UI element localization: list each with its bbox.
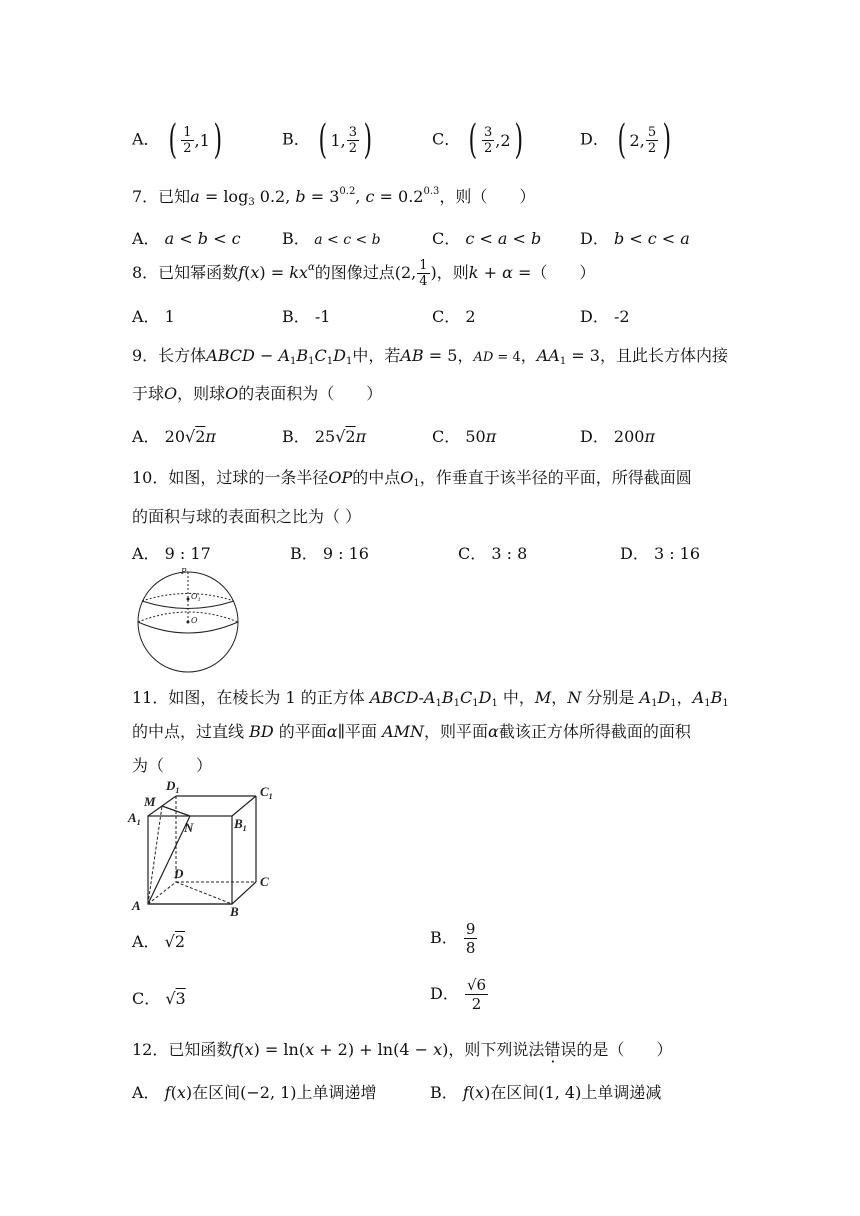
fig-label-a: A bbox=[132, 898, 141, 913]
fig-label-p: P bbox=[181, 568, 187, 576]
q12-stem: 12．已知函数f(x) = ln(x + 2) + ln(4 − x)，则下列说法错误的是（ ） bbox=[132, 1040, 673, 1059]
fig-label-d1: $D_1$ bbox=[166, 778, 180, 795]
q10-stem-line2: 的面积与球的表面积之比为（ ） bbox=[132, 507, 362, 526]
q7-stem: 7．已知$a = \log_3 0.2$, $b = 3^{0.2}$, $c = 0.2^{0.3}$，则（ ） bbox=[132, 186, 536, 208]
q10-option-d: D． 3 : 16 bbox=[620, 544, 701, 563]
q8-option-c: C． 2 bbox=[432, 307, 476, 326]
q12-option-b: B． f(x)在区间(1, 4)上单调递减 bbox=[430, 1083, 662, 1102]
q11-option-a: A． √2 bbox=[132, 932, 186, 951]
q7-option-d: D． b < c < a bbox=[580, 229, 690, 248]
q6-option-b: B． ( 1, $\frac{3}{2}$ ) bbox=[282, 117, 373, 163]
q11-option-c: C． √3 bbox=[132, 989, 186, 1008]
q9-option-d: D． 200π bbox=[580, 427, 655, 446]
fig-label-o1: $O_1$ bbox=[191, 592, 201, 603]
q9-stem-line2: 于球O，则球O的表面积为（ ） bbox=[132, 384, 383, 403]
q10-stem-line1: 10．如图，过球的一条半径OP的中点$O_1$，作垂直于该半径的平面，所得截面圆 bbox=[132, 468, 692, 489]
q11-option-d: D． $\frac{√6}{2}$ bbox=[430, 976, 487, 1013]
fig-label-a1: $A_1$ bbox=[128, 810, 141, 827]
q11-stem-line3: 为（ ） bbox=[132, 756, 213, 775]
q10-option-c: C． 3 : 8 bbox=[458, 544, 528, 563]
q11-stem-line1: 11．如图，在棱长为 1 的正方体 ABCD-$A_1B_1C_1D_1$ 中，M，N 分别是 $A_1D_1$，$A_1B_1$ bbox=[132, 688, 729, 709]
q9-option-c: C． 50π bbox=[432, 427, 497, 446]
q6-option-d: D． ( 2, $\frac{5}{2}$ ) bbox=[580, 117, 672, 163]
fig-label-c1: $C_1$ bbox=[260, 784, 273, 801]
q8-option-d: D． -2 bbox=[580, 307, 630, 326]
q7-option-c: C． c < a < b bbox=[432, 229, 542, 248]
q10-option-b: B． 9 : 16 bbox=[290, 544, 369, 563]
fig-label-d: D bbox=[174, 866, 184, 881]
q6-option-a: A． ( $\frac{1}{2}$ ,1 ) bbox=[132, 117, 222, 163]
q11-option-b: B． $\frac{9}{8}$ bbox=[430, 920, 476, 957]
fig-label-b: B bbox=[230, 904, 239, 919]
q9-option-a: A． 20√2π bbox=[132, 427, 216, 446]
q9-option-b: B． 25√2π bbox=[282, 427, 367, 446]
q12-option-a: A． f(x)在区间(−2, 1)上单调递增 bbox=[132, 1083, 377, 1102]
q11-stem-line2: 的中点，过直线 BD 的平面α∥平面 AMN，则平面α截该正方体所得截面的面积 bbox=[132, 722, 691, 741]
q8-stem: 8．已知幂函数$f(x) = kx^\alpha$的图像过点(2, $\frac{1}{4}$ )，则k + α =（ ） bbox=[132, 258, 596, 289]
q9-stem-line1: 9．长方体ABCD − $A_1B_1C_1D_1$中，若AB = 5，AD = 4，$AA_1 = 3$，且此长方体内接 bbox=[132, 346, 728, 367]
q10-option-a: A． 9 : 17 bbox=[132, 544, 211, 563]
q8-option-a: A． 1 bbox=[132, 307, 175, 326]
fig-label-n: N bbox=[184, 820, 194, 835]
q7-option-b: B． a < c < b bbox=[282, 229, 381, 248]
q8-option-b: B． -1 bbox=[282, 307, 331, 326]
fig-label-m: M bbox=[144, 794, 156, 809]
fig-label-b1: $B_1$ bbox=[234, 816, 247, 833]
sphere-figure bbox=[128, 568, 248, 676]
cube-figure bbox=[126, 778, 286, 920]
fig-label-c: C bbox=[260, 874, 269, 889]
fig-label-o: O bbox=[191, 616, 198, 625]
q7-option-a: A． a < b < c bbox=[132, 229, 241, 248]
q6-option-c: C． ( $\frac{3}{2}$ ,2 ) bbox=[432, 117, 523, 163]
